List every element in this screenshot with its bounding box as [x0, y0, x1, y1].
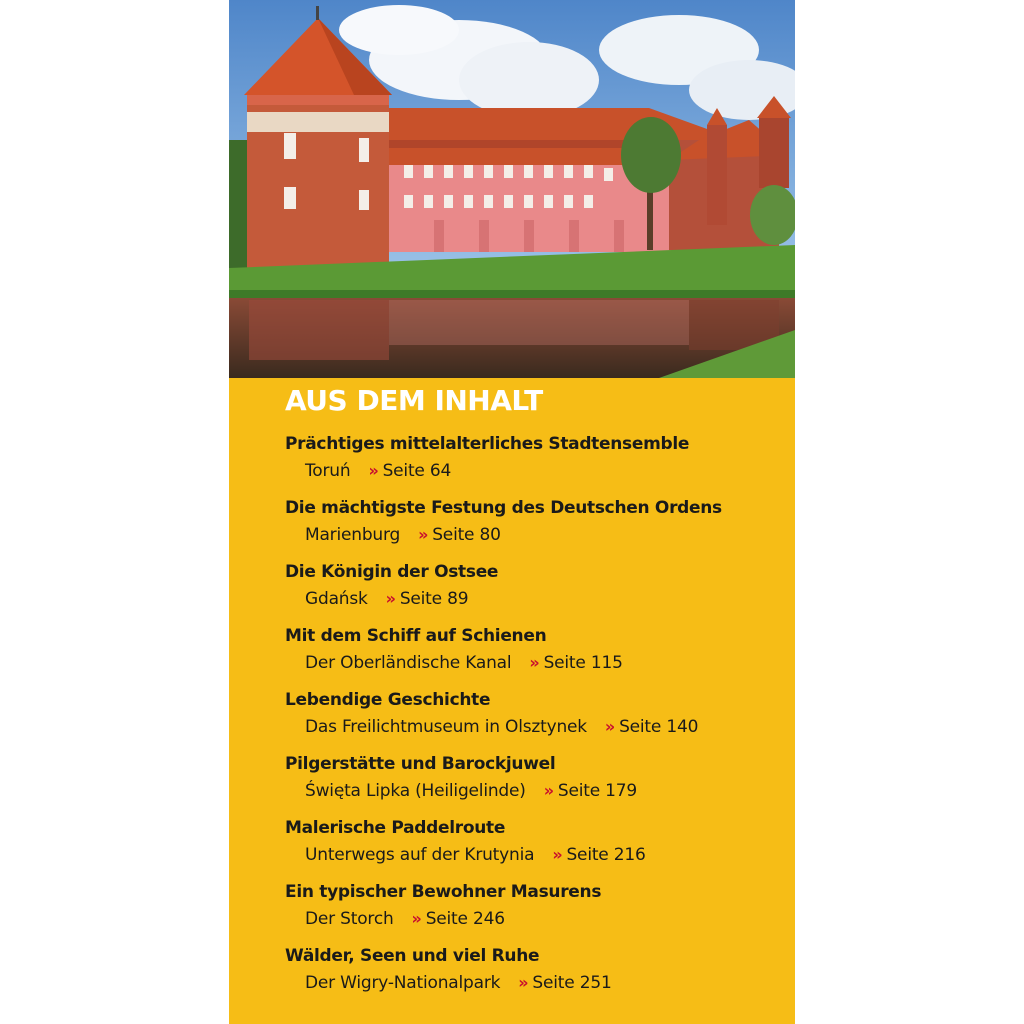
entry-page: Seite 64 [382, 461, 452, 481]
book-page [229, 0, 795, 1024]
entry-title: Ein typischer Bewohner Masurens [285, 882, 602, 902]
arrow-icon: » [543, 781, 554, 800]
entry-page: Seite 80 [432, 525, 501, 545]
entry-title: Wälder, Seen und viel Ruhe [285, 946, 540, 966]
arrow-icon: » [385, 589, 396, 608]
entry-place: Unterwegs auf der Krutynia [305, 845, 535, 865]
arrow-icon: » [518, 973, 529, 992]
entry-detail [305, 717, 698, 737]
entry-detail [305, 653, 623, 673]
entry-title: Malerische Paddelroute [285, 818, 506, 838]
entry-page: Seite 140 [619, 717, 699, 737]
entry-title: Prächtiges mittelalterliches Stadtensemble [285, 434, 690, 454]
entry-page: Seite 246 [425, 909, 505, 929]
contents-list [285, 434, 785, 1010]
entry-place: Das Freilichtmuseum in Olsztynek [305, 717, 587, 737]
contents-panel [229, 378, 795, 1024]
entry-place: Marienburg [305, 525, 401, 545]
entry-title: Mit dem Schiff auf Schienen [285, 626, 547, 646]
list-item [285, 434, 785, 498]
entry-title: Lebendige Geschichte [285, 690, 491, 710]
list-item [285, 754, 785, 818]
entry-detail [305, 589, 468, 609]
entry-detail [305, 973, 612, 993]
entry-title: Die mächtigste Festung des Deutschen Ordens [285, 498, 722, 518]
castle-photo [229, 0, 795, 378]
list-item [285, 882, 785, 946]
arrow-icon: » [411, 909, 422, 928]
entry-place: Święta Lipka (Heiligelinde) [305, 781, 526, 801]
entry-page: Seite 179 [557, 781, 638, 801]
entry-detail [305, 461, 451, 481]
entry-title: Die Königin der Ostsee [285, 562, 499, 582]
list-item [285, 498, 785, 562]
entry-page: Seite 251 [532, 973, 612, 993]
entry-place: Der Wigry-Nationalpark [305, 973, 501, 993]
arrow-icon: » [552, 845, 563, 864]
list-item [285, 690, 785, 754]
arrow-icon: » [418, 525, 429, 544]
entry-detail [305, 525, 501, 545]
arrow-icon: » [604, 717, 616, 736]
entry-page: Seite 89 [399, 589, 469, 609]
section-heading: AUS DEM INHALT [285, 384, 543, 417]
entry-place: Toruń [305, 461, 351, 481]
entry-title: Pilgerstätte und Barockjuwel [285, 754, 556, 774]
entry-detail [305, 909, 505, 929]
entry-place: Gdańsk [305, 589, 368, 609]
list-item [285, 946, 785, 1010]
entry-detail [305, 845, 646, 865]
arrow-icon: » [529, 653, 540, 672]
entry-place: Der Oberländische Kanal [305, 653, 512, 673]
list-item [285, 626, 785, 690]
list-item [285, 562, 785, 626]
arrow-icon: » [368, 461, 379, 480]
list-item [285, 818, 785, 882]
entry-place: Der Storch [305, 909, 394, 929]
entry-page: Seite 216 [566, 845, 646, 865]
entry-page: Seite 115 [543, 653, 623, 673]
entry-detail [305, 781, 637, 801]
